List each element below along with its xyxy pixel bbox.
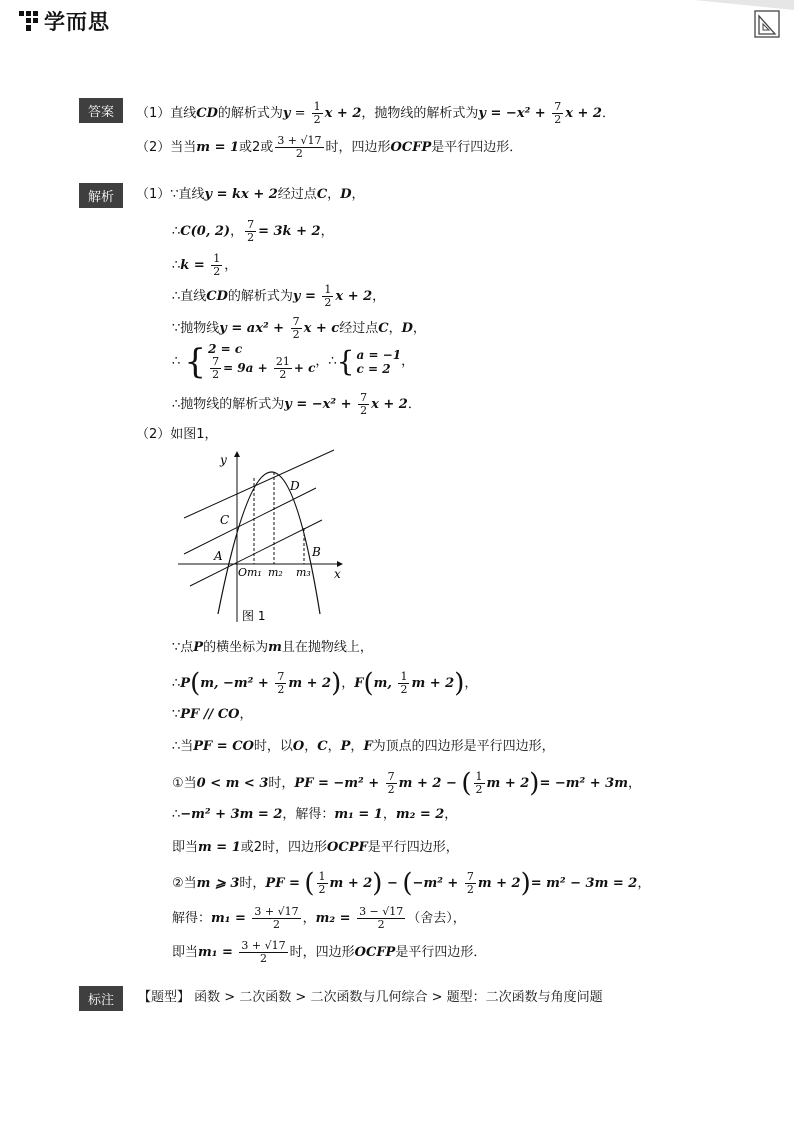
analysis-step-1: （1）∵直线y = kx + 2经过点C，D， [136, 187, 365, 202]
answer-line-2: （2）当当m = 1或2或 $\frac{3 + √17}{2}$ 时，四边形OCFP是平行四边形． [136, 134, 523, 160]
analysis-t3: ∵PF // CO， [172, 707, 253, 722]
label-m2: m₂ [268, 566, 283, 579]
label-c: C [220, 513, 230, 527]
line-top [184, 450, 334, 518]
label-y: y [220, 453, 227, 467]
label-b: B [312, 545, 321, 559]
tag-label: 标注 [79, 986, 123, 1011]
label-m1: m₁ [247, 566, 262, 579]
analysis-step-7: ∴抛物线的解析式为y = −x² + $\frac{7}{2}$ x + 2． [172, 391, 421, 417]
analysis-t5: ①当0 < m < 3时，PF = −m² + $\frac{7}{2}$ m + 2 − ( $\frac{1}{2}$ m + 2)= −m² + 3m， [172, 768, 641, 799]
analysis-t6: ∴−m² + 3m = 2，解得：m₁ = 1，m₂ = 2， [172, 807, 458, 822]
answer-line-1: （1）直线CD的解析式为y = $\frac{1}{2}$ x + 2，抛物线的解析式为y = −x² + $\frac{7}{2}$ x + 2． [136, 100, 615, 126]
label-d: D [290, 479, 300, 493]
figure-caption: 图 1 [242, 609, 266, 623]
analysis-t4: ∴当PF = CO时，以O，C，P，F为顶点的四边形是平行四边形， [172, 739, 555, 754]
brand-mark-icon [18, 9, 40, 33]
brand-logo [18, 6, 110, 36]
line-middle [184, 488, 316, 554]
tag-text: 【题型】 函数 > 二次函数 > 二次函数与几何综合 > 题型：二次函数与角度问题 [138, 990, 603, 1005]
label-m3: m₃ [296, 566, 311, 579]
analysis-step-6: ∴ { 2 = c $\frac{7}{2}$ = 9a + $\frac{21}{2}$ + c ，∴ { a = −1 c = 2 ， [172, 341, 415, 382]
analysis-part-2: （2）如图1， [136, 427, 218, 442]
analysis-t8: ②当m ⩾ 3时，PF = ( $\frac{1}{2}$ m + 2) − (−m² + $\frac{7}{2}$ m + 2)= m² − 3m = 2， [172, 868, 651, 899]
analysis-step-4: ∴直线CD的解析式为y = $\frac{1}{2}$ x + 2， [172, 283, 386, 309]
answer-label: 答案 [79, 98, 123, 123]
ruler-corner-icon [754, 10, 780, 38]
brand-name: 学而思 [44, 10, 110, 34]
figure-1-graph [176, 448, 346, 624]
analysis-step-3: ∴k = $\frac{1}{2}$ ， [172, 252, 238, 278]
label-o: O [238, 566, 248, 579]
analysis-t10: 即当m₁ = $\frac{3 + √17}{2}$ 时，四边形OCFP是平行四边形． [172, 939, 487, 965]
analysis-t7: 即当m = 1或2时，四边形OCPF是平行四边形， [172, 840, 459, 855]
corner-shade [674, 0, 794, 10]
analysis-step-2: ∴C(0, 2)， $\frac{7}{2}$ = 3k + 2， [172, 218, 334, 244]
analysis-t2: ∴P(m, −m² + $\frac{7}{2}$ m + 2)，F(m, $\frac{1}{2}$ m + 2)， [172, 668, 478, 699]
analysis-label: 解析 [79, 183, 123, 208]
label-x: x [334, 567, 341, 581]
analysis-step-5: ∵抛物线y = ax² + $\frac{7}{2}$ x + c经过点C，D， [172, 315, 426, 341]
label-a: A [214, 549, 223, 563]
analysis-t1: ∵点P的横坐标为m且在抛物线上， [172, 640, 373, 655]
analysis-t9: 解得：m₁ = $\frac{3 + √17}{2}$ ，m₂ = $\frac{3 - √17}{2}$ （舍去）， [172, 905, 466, 931]
